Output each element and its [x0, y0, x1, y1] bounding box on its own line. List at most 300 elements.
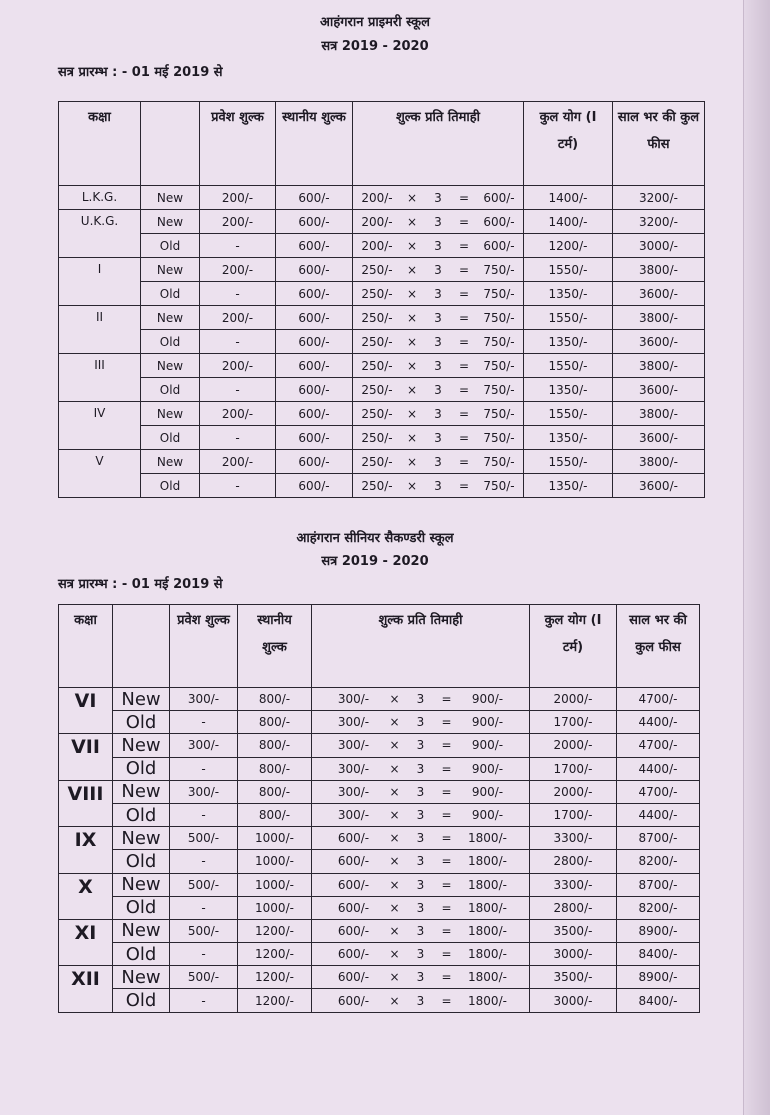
table-row — [59, 780, 700, 803]
first-term-total-cell: 1550/- — [524, 306, 613, 330]
first-term-total-cell: 1550/- — [524, 402, 613, 426]
quarter-total: 900/- — [471, 738, 504, 753]
table-header-row — [59, 102, 705, 186]
admission-fee-cell: 200/- — [200, 450, 276, 474]
quarter-rate: 600/- — [337, 993, 370, 1008]
admission-fee-cell: - — [200, 282, 276, 306]
annual-fee-cell: 8200/- — [617, 896, 700, 919]
local-fee-cell: 1200/- — [238, 989, 312, 1012]
primary-fee-table — [58, 101, 705, 498]
senior-fee-table — [58, 604, 700, 1013]
first-term-total-cell: 1400/- — [524, 186, 613, 210]
quarterly-fee-cell — [312, 873, 530, 896]
quarterly-fee-cell — [312, 850, 530, 873]
annual-fee-cell: 4700/- — [617, 780, 700, 803]
first-term-total-cell: 1700/- — [530, 803, 617, 826]
quarterly-fee-cell — [353, 474, 524, 498]
quarter-total: 1800/- — [468, 923, 507, 938]
admission-fee-cell: 300/- — [170, 780, 238, 803]
status-cell: New — [141, 210, 200, 234]
table-row — [59, 234, 705, 258]
quarterly-fee-cell — [312, 711, 530, 734]
annual-fee-cell: 3800/- — [613, 306, 705, 330]
status-cell: Old — [141, 234, 200, 258]
quarterly-fee-cell — [312, 989, 530, 1012]
local-fee-cell: 600/- — [276, 306, 353, 330]
multiply-sign: × — [389, 692, 400, 707]
status-cell: New — [141, 402, 200, 426]
quarter-rate: 600/- — [337, 900, 370, 915]
equals-sign: = — [441, 993, 452, 1008]
quarter-rate: 200/- — [361, 190, 393, 205]
status-cell: New — [113, 919, 170, 942]
class-cell: VII — [59, 734, 113, 780]
class-cell: XII — [59, 966, 113, 1012]
first-term-total-cell: 3500/- — [530, 966, 617, 989]
quarterly-fee-cell — [312, 896, 530, 919]
table-row — [59, 873, 700, 896]
equals-sign: = — [441, 784, 452, 799]
quarter-count: 3 — [416, 808, 425, 823]
annual-fee-cell: 3600/- — [613, 378, 705, 402]
multiply-sign: × — [406, 286, 418, 301]
quarter-count: 3 — [434, 406, 442, 421]
class-cell: L.K.G. — [59, 186, 141, 210]
quarter-total: 900/- — [471, 808, 504, 823]
quarter-count: 3 — [416, 854, 425, 869]
multiply-sign: × — [406, 190, 418, 205]
primary-table-body — [59, 186, 705, 498]
class-cell: VIII — [59, 780, 113, 826]
annual-fee-cell: 3200/- — [613, 186, 705, 210]
class-cell: III — [59, 354, 141, 402]
equals-sign: = — [458, 238, 470, 253]
header-status — [141, 102, 200, 186]
equals-sign: = — [458, 358, 470, 373]
admission-fee-cell: - — [170, 943, 238, 966]
quarter-count: 3 — [416, 993, 425, 1008]
table-row — [59, 258, 705, 282]
admission-fee-cell: - — [170, 850, 238, 873]
multiply-sign: × — [389, 831, 400, 846]
primary-school-title: आहंगरान प्राइमरी स्कूल — [320, 15, 430, 30]
multiply-sign: × — [406, 262, 418, 277]
quarter-total: 900/- — [471, 692, 504, 707]
table-row — [59, 688, 700, 711]
local-fee-cell: 1000/- — [238, 896, 312, 919]
header-local-fee: स्थानीय शुल्क — [276, 102, 353, 186]
quarter-rate: 250/- — [361, 358, 393, 373]
multiply-sign: × — [406, 310, 418, 325]
admission-fee-cell: 200/- — [200, 210, 276, 234]
multiply-sign: × — [389, 993, 400, 1008]
status-cell: Old — [141, 378, 200, 402]
quarter-count: 3 — [416, 761, 425, 776]
quarterly-fee-cell — [353, 402, 524, 426]
first-term-total-cell: 1550/- — [524, 258, 613, 282]
annual-fee-cell: 4400/- — [617, 803, 700, 826]
quarter-total: 750/- — [483, 310, 515, 325]
class-cell: XI — [59, 919, 113, 965]
status-cell: New — [113, 827, 170, 850]
quarter-total: 1800/- — [468, 947, 507, 962]
quarter-count: 3 — [416, 738, 425, 753]
quarter-total: 750/- — [483, 262, 515, 277]
quarterly-fee-cell — [353, 330, 524, 354]
quarter-total: 750/- — [483, 358, 515, 373]
quarter-rate: 600/- — [337, 947, 370, 962]
quarterly-fee-cell — [353, 282, 524, 306]
table-row — [59, 210, 705, 234]
local-fee-cell: 1000/- — [238, 850, 312, 873]
quarter-total: 1800/- — [468, 900, 507, 915]
first-term-total-cell: 1550/- — [524, 450, 613, 474]
table-row — [59, 989, 700, 1012]
status-cell: New — [141, 306, 200, 330]
first-term-total-cell: 3300/- — [530, 827, 617, 850]
annual-fee-cell: 3600/- — [613, 330, 705, 354]
quarterly-fee-cell — [312, 827, 530, 850]
annual-fee-cell: 8400/- — [617, 943, 700, 966]
quarter-count: 3 — [416, 900, 425, 915]
quarter-total: 750/- — [483, 478, 515, 493]
equals-sign: = — [458, 406, 470, 421]
equals-sign: = — [458, 214, 470, 229]
quarter-total: 1800/- — [468, 993, 507, 1008]
quarter-rate: 250/- — [361, 310, 393, 325]
quarter-total: 1800/- — [468, 970, 507, 985]
equals-sign: = — [441, 761, 452, 776]
annual-fee-cell: 3200/- — [613, 210, 705, 234]
header-annual-fee: साल भर की कुल फीस — [613, 102, 705, 186]
quarter-rate: 600/- — [337, 923, 370, 938]
annual-fee-cell: 3800/- — [613, 354, 705, 378]
multiply-sign: × — [389, 877, 400, 892]
quarter-count: 3 — [434, 238, 442, 253]
quarter-count: 3 — [416, 692, 425, 707]
quarter-rate: 250/- — [361, 430, 393, 445]
local-fee-cell: 1200/- — [238, 966, 312, 989]
quarter-rate: 250/- — [361, 334, 393, 349]
local-fee-cell: 600/- — [276, 450, 353, 474]
status-cell: Old — [113, 989, 170, 1012]
first-term-total-cell: 1700/- — [530, 757, 617, 780]
equals-sign: = — [458, 262, 470, 277]
header-status — [113, 605, 170, 688]
first-term-total-cell: 1350/- — [524, 378, 613, 402]
multiply-sign: × — [389, 970, 400, 985]
quarter-total: 1800/- — [468, 877, 507, 892]
equals-sign: = — [441, 947, 452, 962]
local-fee-cell: 800/- — [238, 757, 312, 780]
admission-fee-cell: - — [200, 474, 276, 498]
annual-fee-cell: 3000/- — [613, 234, 705, 258]
class-cell: X — [59, 873, 113, 919]
quarter-total: 1800/- — [468, 831, 507, 846]
admission-fee-cell: - — [200, 330, 276, 354]
first-term-total-cell: 3000/- — [530, 989, 617, 1012]
annual-fee-cell: 3600/- — [613, 282, 705, 306]
local-fee-cell: 800/- — [238, 803, 312, 826]
quarter-rate: 250/- — [361, 406, 393, 421]
senior-session-year: सत्र 2019 - 2020 — [321, 554, 429, 569]
quarterly-fee-cell — [353, 234, 524, 258]
senior-table-body — [59, 688, 700, 1013]
table-row — [59, 850, 700, 873]
status-cell: New — [113, 780, 170, 803]
local-fee-cell: 800/- — [238, 711, 312, 734]
quarter-rate: 250/- — [361, 262, 393, 277]
annual-fee-cell: 3800/- — [613, 258, 705, 282]
first-term-total-cell: 1350/- — [524, 426, 613, 450]
header-annual-fee: साल भर की कुल फीस — [617, 605, 700, 688]
local-fee-cell: 1000/- — [238, 873, 312, 896]
header-quarterly-fee: शुल्क प्रति तिमाही — [312, 605, 530, 688]
equals-sign: = — [441, 738, 452, 753]
quarterly-fee-cell — [312, 966, 530, 989]
quarter-total: 900/- — [471, 784, 504, 799]
quarter-rate: 300/- — [337, 738, 370, 753]
local-fee-cell: 600/- — [276, 186, 353, 210]
local-fee-cell: 600/- — [276, 402, 353, 426]
equals-sign: = — [441, 900, 452, 915]
quarter-total: 750/- — [483, 286, 515, 301]
quarter-rate: 300/- — [337, 761, 370, 776]
class-cell: V — [59, 450, 141, 498]
status-cell: New — [113, 966, 170, 989]
status-cell: Old — [141, 330, 200, 354]
quarter-total: 600/- — [483, 190, 515, 205]
quarter-total: 750/- — [483, 382, 515, 397]
local-fee-cell: 600/- — [276, 426, 353, 450]
local-fee-cell: 600/- — [276, 474, 353, 498]
first-term-total-cell: 3500/- — [530, 919, 617, 942]
local-fee-cell: 600/- — [276, 234, 353, 258]
quarter-count: 3 — [434, 310, 442, 325]
status-cell: Old — [113, 850, 170, 873]
equals-sign: = — [441, 692, 452, 707]
equals-sign: = — [441, 923, 452, 938]
primary-session-year: सत्र 2019 - 2020 — [321, 39, 429, 54]
quarter-total: 600/- — [483, 238, 515, 253]
table-row — [59, 757, 700, 780]
class-cell: I — [59, 258, 141, 306]
table-row — [59, 943, 700, 966]
table-row — [59, 734, 700, 757]
admission-fee-cell: - — [200, 234, 276, 258]
quarterly-fee-cell — [353, 354, 524, 378]
table-row — [59, 378, 705, 402]
table-row — [59, 919, 700, 942]
table-row — [59, 426, 705, 450]
multiply-sign: × — [406, 382, 418, 397]
local-fee-cell: 600/- — [276, 258, 353, 282]
quarterly-fee-cell — [353, 426, 524, 450]
annual-fee-cell: 3600/- — [613, 426, 705, 450]
header-total-first-term: कुल योग (I टर्म) — [530, 605, 617, 688]
quarter-count: 3 — [434, 382, 442, 397]
class-cell: IX — [59, 827, 113, 873]
equals-sign: = — [458, 478, 470, 493]
annual-fee-cell: 8700/- — [617, 827, 700, 850]
quarter-rate: 250/- — [361, 454, 393, 469]
equals-sign: = — [441, 970, 452, 985]
admission-fee-cell: - — [170, 896, 238, 919]
status-cell: Old — [141, 282, 200, 306]
class-cell: VI — [59, 688, 113, 734]
quarter-count: 3 — [434, 262, 442, 277]
quarter-total: 900/- — [471, 761, 504, 776]
first-term-total-cell: 1350/- — [524, 282, 613, 306]
header-quarterly-fee: शुल्क प्रति तिमाही — [353, 102, 524, 186]
status-cell: Old — [113, 711, 170, 734]
annual-fee-cell: 8900/- — [617, 919, 700, 942]
admission-fee-cell: 500/- — [170, 827, 238, 850]
status-cell: New — [141, 354, 200, 378]
quarterly-fee-cell — [353, 258, 524, 282]
equals-sign: = — [458, 286, 470, 301]
quarterly-fee-cell — [353, 306, 524, 330]
admission-fee-cell: 300/- — [170, 688, 238, 711]
multiply-sign: × — [406, 406, 418, 421]
annual-fee-cell: 3800/- — [613, 402, 705, 426]
multiply-sign: × — [406, 334, 418, 349]
annual-fee-cell: 8400/- — [617, 989, 700, 1012]
admission-fee-cell: 500/- — [170, 919, 238, 942]
local-fee-cell: 600/- — [276, 354, 353, 378]
quarter-total: 600/- — [483, 214, 515, 229]
table-row — [59, 966, 700, 989]
first-term-total-cell: 1350/- — [524, 474, 613, 498]
header-class: कक्षा — [59, 605, 113, 688]
equals-sign: = — [458, 454, 470, 469]
class-cell: U.K.G. — [59, 210, 141, 258]
multiply-sign: × — [389, 923, 400, 938]
quarterly-fee-cell — [312, 688, 530, 711]
multiply-sign: × — [406, 214, 418, 229]
table-row — [59, 306, 705, 330]
first-term-total-cell: 2000/- — [530, 688, 617, 711]
quarter-count: 3 — [434, 478, 442, 493]
quarter-rate: 200/- — [361, 238, 393, 253]
senior-school-title: आहंगरान सीनियर सैकण्डरी स्कूल — [296, 531, 454, 546]
table-row — [59, 827, 700, 850]
admission-fee-cell: 200/- — [200, 186, 276, 210]
quarter-count: 3 — [434, 358, 442, 373]
table-row — [59, 282, 705, 306]
quarter-total: 750/- — [483, 430, 515, 445]
multiply-sign: × — [406, 358, 418, 373]
quarter-count: 3 — [416, 877, 425, 892]
multiply-sign: × — [406, 238, 418, 253]
annual-fee-cell: 8200/- — [617, 850, 700, 873]
status-cell: New — [141, 450, 200, 474]
first-term-total-cell: 1200/- — [524, 234, 613, 258]
quarter-rate: 600/- — [337, 854, 370, 869]
first-term-total-cell: 2800/- — [530, 850, 617, 873]
quarter-rate: 250/- — [361, 286, 393, 301]
quarterly-fee-cell — [312, 780, 530, 803]
annual-fee-cell: 4700/- — [617, 734, 700, 757]
local-fee-cell: 800/- — [238, 734, 312, 757]
local-fee-cell: 600/- — [276, 210, 353, 234]
quarter-count: 3 — [434, 190, 442, 205]
multiply-sign: × — [389, 854, 400, 869]
first-term-total-cell: 2000/- — [530, 734, 617, 757]
quarterly-fee-cell — [312, 734, 530, 757]
first-term-total-cell: 1400/- — [524, 210, 613, 234]
equals-sign: = — [458, 190, 470, 205]
first-term-total-cell: 3000/- — [530, 943, 617, 966]
quarter-count: 3 — [434, 214, 442, 229]
quarter-count: 3 — [416, 784, 425, 799]
status-cell: Old — [113, 943, 170, 966]
admission-fee-cell: - — [170, 757, 238, 780]
equals-sign: = — [441, 877, 452, 892]
quarter-rate: 300/- — [337, 715, 370, 730]
multiply-sign: × — [389, 715, 400, 730]
quarter-total: 1800/- — [468, 854, 507, 869]
local-fee-cell: 600/- — [276, 378, 353, 402]
multiply-sign: × — [389, 784, 400, 799]
multiply-sign: × — [389, 900, 400, 915]
admission-fee-cell: 500/- — [170, 966, 238, 989]
first-term-total-cell: 2000/- — [530, 780, 617, 803]
annual-fee-cell: 8700/- — [617, 873, 700, 896]
equals-sign: = — [441, 715, 452, 730]
quarter-rate: 250/- — [361, 478, 393, 493]
first-term-total-cell: 3300/- — [530, 873, 617, 896]
annual-fee-cell: 3800/- — [613, 450, 705, 474]
quarterly-fee-cell — [353, 210, 524, 234]
quarter-total: 900/- — [471, 715, 504, 730]
quarter-total: 750/- — [483, 406, 515, 421]
quarter-count: 3 — [434, 334, 442, 349]
quarter-rate: 300/- — [337, 692, 370, 707]
table-row — [59, 402, 705, 426]
admission-fee-cell: - — [200, 426, 276, 450]
status-cell: New — [113, 688, 170, 711]
quarter-total: 750/- — [483, 454, 515, 469]
quarterly-fee-cell — [312, 803, 530, 826]
quarterly-fee-cell — [353, 378, 524, 402]
quarter-rate: 300/- — [337, 784, 370, 799]
quarter-rate: 600/- — [337, 877, 370, 892]
status-cell: Old — [141, 426, 200, 450]
admission-fee-cell: - — [170, 711, 238, 734]
first-term-total-cell: 1550/- — [524, 354, 613, 378]
local-fee-cell: 800/- — [238, 688, 312, 711]
quarter-count: 3 — [416, 831, 425, 846]
status-cell: New — [141, 186, 200, 210]
admission-fee-cell: 200/- — [200, 354, 276, 378]
quarterly-fee-cell — [353, 186, 524, 210]
header-class: कक्षा — [59, 102, 141, 186]
multiply-sign: × — [406, 478, 418, 493]
header-total-first-term: कुल योग (I टर्म) — [524, 102, 613, 186]
multiply-sign: × — [406, 430, 418, 445]
table-row — [59, 330, 705, 354]
status-cell: Old — [141, 474, 200, 498]
senior-session-start: सत्र प्रारम्भ : - 01 मई 2019 से — [58, 577, 223, 592]
quarter-rate: 600/- — [337, 831, 370, 846]
table-row — [59, 450, 705, 474]
admission-fee-cell: 300/- — [170, 734, 238, 757]
quarter-rate: 300/- — [337, 808, 370, 823]
table-row — [59, 354, 705, 378]
admission-fee-cell: 500/- — [170, 873, 238, 896]
local-fee-cell: 1200/- — [238, 943, 312, 966]
